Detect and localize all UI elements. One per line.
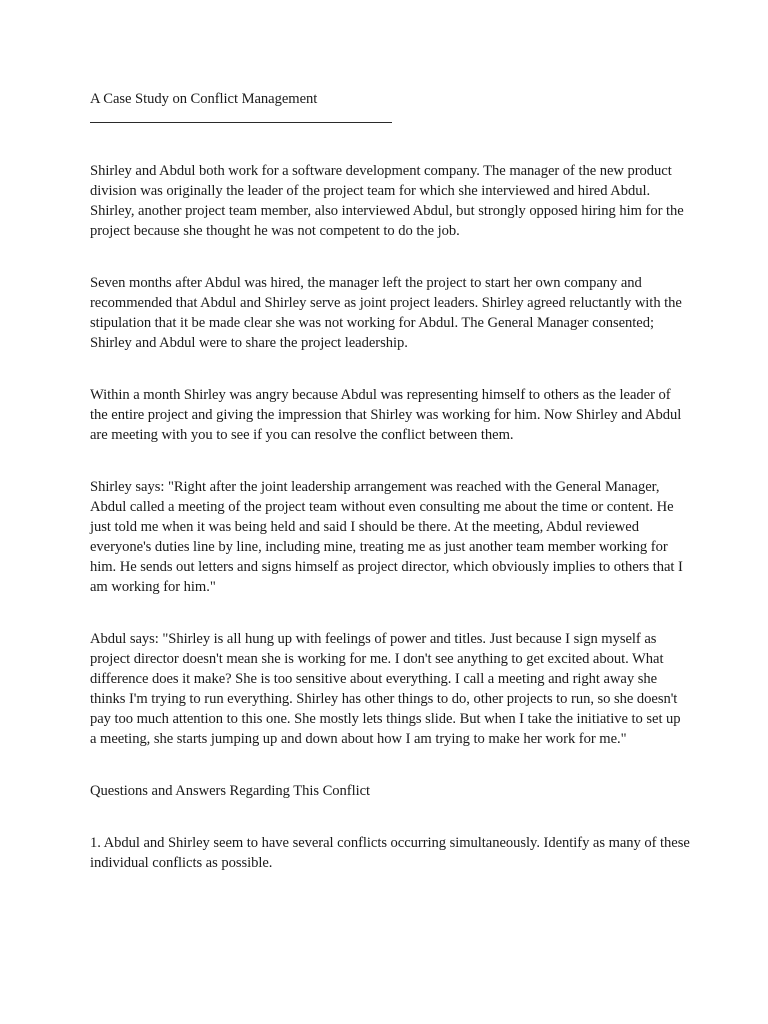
paragraph-conflict: Within a month Shirley was angry because Abdul was representing himself to others as the leader of the entire project and giving the impression that Shirley was working for him. Now Shirley and Abdul are meeting with you to see if you can resolve the conflict between them. (90, 387, 682, 443)
document-title: A Case Study on Conflict Management (90, 91, 318, 107)
paragraph-background: Shirley and Abdul both work for a software development company. The manager of the new product division was originally the leader of the project team for which she interviewed and hired Abdul. Shirley, another project team member, also interviewed Abdul, but strongly opposed hiring him for the project because she thought he was not competent to do the job. (90, 163, 684, 239)
questions-heading: Questions and Answers Regarding This Conflict (90, 783, 371, 799)
paragraph-shirley-says: Shirley says: "Right after the joint leadership arrangement was reached with the General Manager, Abdul called a meeting of the project team without even consulting me about the time or content. He just told me when it was being held and said I should be there. At the meeting, Abdul reviewed everyone's duties line by line, including mine, treating me as just another team member working for him. He sends out letters and signs himself as project director, which obviously implies to others that I am working for him." (90, 479, 683, 595)
paragraph-joint-leadership: Seven months after Abdul was hired, the manager left the project to start her own company and recommended that Abdul and Shirley serve as joint project leaders. Shirley agreed reluctantly with the stipulation that it be made clear she was not working for Abdul. The General Manager consented; Shirley and Abdul were to share the project leadership. (90, 275, 682, 351)
question-item: 1. Abdul and Shirley seem to have several conflicts occurring simultaneously. Identify as many of these individual conflicts as possible. (90, 835, 690, 871)
title-underline (90, 122, 392, 123)
paragraph-abdul-says: Abdul says: "Shirley is all hung up with feelings of power and titles. Just because I sign myself as project director doesn't mean she is working for me. I don't see anything to get excited about. What difference does it make? She is too sensitive about everything. I call a meeting and right away she thinks I'm trying to run everything. Shirley has other things to do, other projects to run, so she doesn't pay too much attention to this one. She mostly lets things slide. But when I take the initiative to set up a meeting, she starts jumping up and down about how I am trying to make her work for me." (90, 631, 681, 747)
